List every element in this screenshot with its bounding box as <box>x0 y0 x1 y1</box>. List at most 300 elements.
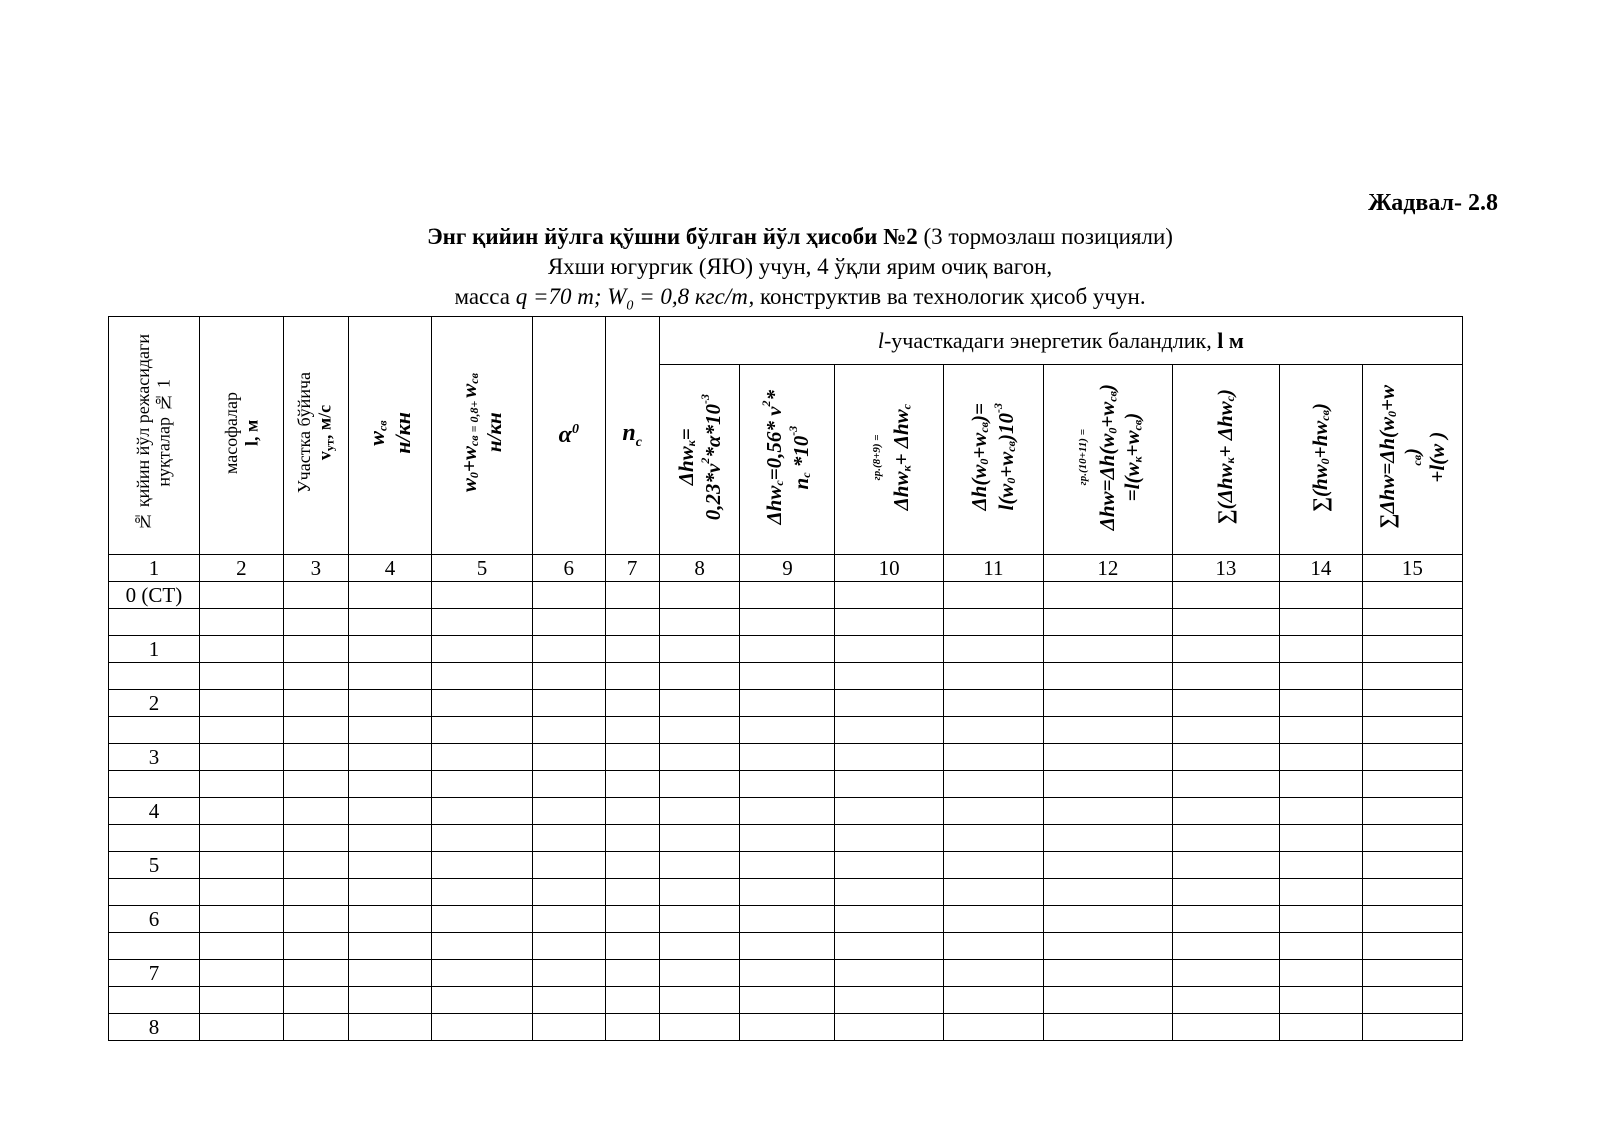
table-cell <box>431 879 532 906</box>
point-label-cell: 6 <box>109 906 200 933</box>
table-cell <box>1043 663 1172 690</box>
table-cell <box>835 879 943 906</box>
header-col-7: $n_c$ <box>605 317 659 555</box>
header-col-6: $\alpha^0$ <box>533 317 606 555</box>
table-cell <box>835 1014 943 1041</box>
table-cell <box>199 879 283 906</box>
table-cell <box>431 717 532 744</box>
point-label-cell: 7 <box>109 960 200 987</box>
point-label-cell <box>109 825 200 852</box>
table-cell <box>605 744 659 771</box>
table-cell <box>1362 1014 1462 1041</box>
table-cell <box>349 771 432 798</box>
table-cell <box>740 987 835 1014</box>
table-cell <box>659 825 740 852</box>
table-cell <box>533 906 606 933</box>
table-cell <box>431 852 532 879</box>
table-cell <box>943 663 1043 690</box>
table-cell <box>199 798 283 825</box>
table-cell <box>1362 960 1462 987</box>
column-number: 6 <box>533 555 606 582</box>
point-label-cell: 0 (СТ) <box>109 582 200 609</box>
table-cell <box>1043 690 1172 717</box>
table-cell <box>1279 609 1362 636</box>
table-cell <box>1043 582 1172 609</box>
table-cell <box>1279 1014 1362 1041</box>
table-cell <box>199 663 283 690</box>
table-cell <box>533 663 606 690</box>
table-cell <box>943 690 1043 717</box>
table-cell <box>740 690 835 717</box>
table-row <box>109 582 1463 609</box>
header-col-3: Участка бўйича $v_{ут}$, м/с <box>283 317 348 555</box>
table-cell <box>1043 933 1172 960</box>
table-cell <box>1362 852 1462 879</box>
table-cell <box>283 825 348 852</box>
table-cell <box>943 636 1043 663</box>
table-cell <box>835 960 943 987</box>
table-cell <box>1172 960 1279 987</box>
table-cell <box>605 960 659 987</box>
table-cell <box>605 717 659 744</box>
column-number: 9 <box>740 555 835 582</box>
table-cell <box>1279 906 1362 933</box>
table-cell <box>605 987 659 1014</box>
point-label-cell <box>109 771 200 798</box>
table-cell <box>943 825 1043 852</box>
table-cell <box>283 879 348 906</box>
table-cell <box>283 852 348 879</box>
table-cell <box>533 798 606 825</box>
table-cell <box>740 717 835 744</box>
column-number-row <box>109 555 1463 582</box>
table-row <box>109 906 1463 933</box>
table-cell <box>349 933 432 960</box>
table-cell <box>1362 744 1462 771</box>
table-cell <box>533 960 606 987</box>
table-cell <box>283 960 348 987</box>
table-cell <box>1043 879 1172 906</box>
header-col-10: гр.(8+9) = Δhw$_к$+ Δhw$_c$ <box>835 365 943 555</box>
table-cell <box>605 933 659 960</box>
table-cell <box>835 690 943 717</box>
table-cell <box>1043 609 1172 636</box>
table-cell <box>1172 609 1279 636</box>
point-label-cell <box>109 663 200 690</box>
table-cell <box>199 744 283 771</box>
table-cell <box>659 987 740 1014</box>
table-cell <box>835 906 943 933</box>
table-cell <box>431 825 532 852</box>
point-label-cell <box>109 717 200 744</box>
table-cell <box>659 906 740 933</box>
table-cell <box>659 771 740 798</box>
table-cell <box>740 825 835 852</box>
table-cell <box>835 582 943 609</box>
table-cell <box>659 690 740 717</box>
table-row <box>109 744 1463 771</box>
table-cell <box>740 609 835 636</box>
table-cell <box>1043 852 1172 879</box>
table-cell <box>1279 987 1362 1014</box>
table-cell <box>943 987 1043 1014</box>
table-cell <box>533 771 606 798</box>
column-number: 15 <box>1362 555 1462 582</box>
table-cell <box>740 582 835 609</box>
table-cell <box>1172 690 1279 717</box>
column-number: 12 <box>1043 555 1172 582</box>
table-row <box>109 771 1463 798</box>
table-cell <box>283 663 348 690</box>
table-cell <box>199 933 283 960</box>
table-cell <box>1043 636 1172 663</box>
table-cell <box>283 933 348 960</box>
table-cell <box>349 636 432 663</box>
table-cell <box>283 1014 348 1041</box>
point-label-cell <box>109 609 200 636</box>
table-cell <box>740 798 835 825</box>
table-cell <box>835 987 943 1014</box>
table-cell <box>605 663 659 690</box>
table-cell <box>1172 987 1279 1014</box>
header-col-8: Δhw$_к$= $0,23*v^2*\alpha*10^{-3}$ <box>659 365 740 555</box>
table-cell <box>605 582 659 609</box>
table-cell <box>835 744 943 771</box>
table-cell <box>1279 690 1362 717</box>
table-cell <box>1043 906 1172 933</box>
point-label-cell: 4 <box>109 798 200 825</box>
table-cell <box>835 852 943 879</box>
table-cell <box>1362 906 1462 933</box>
table-cell <box>533 609 606 636</box>
table-cell <box>740 933 835 960</box>
table-cell <box>1172 582 1279 609</box>
table-cell <box>533 636 606 663</box>
table-cell <box>943 798 1043 825</box>
point-label-cell <box>109 879 200 906</box>
point-label-cell: 1 <box>109 636 200 663</box>
table-cell <box>533 825 606 852</box>
table-cell <box>349 906 432 933</box>
table-cell <box>283 771 348 798</box>
table-cell <box>349 717 432 744</box>
table-cell <box>199 609 283 636</box>
table-cell <box>943 933 1043 960</box>
table-cell <box>533 879 606 906</box>
table-label: Жадвал- 2.8 <box>1368 190 1498 216</box>
title-rest: (3 тормозлаш позицияли) <box>917 224 1173 249</box>
column-number: 14 <box>1279 555 1362 582</box>
table-cell <box>605 636 659 663</box>
column-number: 1 <box>109 555 200 582</box>
column-number: 4 <box>349 555 432 582</box>
table-cell <box>431 663 532 690</box>
table-row <box>109 879 1463 906</box>
table-cell <box>1362 690 1462 717</box>
table-row <box>109 960 1463 987</box>
table-cell <box>431 798 532 825</box>
table-cell <box>431 690 532 717</box>
table-cell <box>1043 1014 1172 1041</box>
table-cell <box>1362 771 1462 798</box>
table-cell <box>1043 987 1172 1014</box>
table-cell <box>1279 933 1362 960</box>
column-number: 2 <box>199 555 283 582</box>
table-cell <box>1043 717 1172 744</box>
table-cell <box>431 744 532 771</box>
table-cell <box>659 663 740 690</box>
table-row <box>109 825 1463 852</box>
table-body <box>109 582 1463 1041</box>
table-cell <box>740 744 835 771</box>
table-cell <box>835 771 943 798</box>
table-cell <box>1172 717 1279 744</box>
header-col-1: № қийин йўл режасидаги нуқталар № 1 <box>109 317 200 555</box>
table-cell <box>943 960 1043 987</box>
header-col-11: $\Delta h(w_0+w_{св})=$ $l(w_0+w_{св})10^{-3}$ <box>943 365 1043 555</box>
table-row <box>109 717 1463 744</box>
table-cell <box>283 690 348 717</box>
table-cell <box>659 1014 740 1041</box>
table-cell <box>835 798 943 825</box>
table-cell <box>1172 1014 1279 1041</box>
table-cell <box>1043 771 1172 798</box>
table-cell <box>533 852 606 879</box>
table-row <box>109 690 1463 717</box>
table-cell <box>283 609 348 636</box>
table-cell <box>199 717 283 744</box>
column-number: 10 <box>835 555 943 582</box>
table-cell <box>740 636 835 663</box>
table-cell <box>199 636 283 663</box>
table-cell <box>431 636 532 663</box>
header-col-14: $\sum(hw_0+hw_{св})$ <box>1279 365 1362 555</box>
table-cell <box>605 852 659 879</box>
table-cell <box>1043 960 1172 987</box>
table-cell <box>1279 717 1362 744</box>
table-cell <box>943 852 1043 879</box>
table-cell <box>1362 636 1462 663</box>
table-cell <box>1043 744 1172 771</box>
table-cell <box>943 744 1043 771</box>
column-number: 3 <box>283 555 348 582</box>
table-cell <box>349 879 432 906</box>
table-cell <box>740 906 835 933</box>
table-cell <box>283 744 348 771</box>
table-cell <box>1362 825 1462 852</box>
header-col-15: $\sum\Delta hw=\Delta h(w_0+w$ $_{св}$) +l(w ) <box>1362 365 1462 555</box>
table-cell <box>349 852 432 879</box>
table-cell <box>1172 825 1279 852</box>
point-label-cell: 3 <box>109 744 200 771</box>
table-cell <box>533 690 606 717</box>
table-cell <box>1172 852 1279 879</box>
table-row <box>109 933 1463 960</box>
table-cell <box>740 663 835 690</box>
table-cell <box>943 1014 1043 1041</box>
title-block <box>0 222 1600 322</box>
table-cell <box>533 987 606 1014</box>
table-cell <box>835 636 943 663</box>
table-cell <box>659 798 740 825</box>
table-cell <box>1362 717 1462 744</box>
table-cell <box>431 906 532 933</box>
table-cell <box>199 852 283 879</box>
table-cell <box>835 933 943 960</box>
table-cell <box>349 798 432 825</box>
table-row <box>109 636 1463 663</box>
table-cell <box>533 582 606 609</box>
table-cell <box>199 987 283 1014</box>
table-cell <box>1279 960 1362 987</box>
table-cell <box>835 717 943 744</box>
table-cell <box>349 663 432 690</box>
point-label-cell: 8 <box>109 1014 200 1041</box>
point-label-cell: 5 <box>109 852 200 879</box>
table-cell <box>943 771 1043 798</box>
point-label-cell <box>109 933 200 960</box>
table-cell <box>1362 663 1462 690</box>
column-number: 13 <box>1172 555 1279 582</box>
table-cell <box>199 690 283 717</box>
table-row <box>109 987 1463 1014</box>
table-cell <box>431 771 532 798</box>
table-cell <box>431 582 532 609</box>
table-cell <box>1172 906 1279 933</box>
table-cell <box>283 582 348 609</box>
table-cell <box>943 717 1043 744</box>
calculation-table <box>108 316 1463 1041</box>
table-cell <box>1172 663 1279 690</box>
table-cell <box>1279 582 1362 609</box>
table-cell <box>199 1014 283 1041</box>
table-cell <box>199 825 283 852</box>
table-cell <box>431 987 532 1014</box>
table-cell <box>605 1014 659 1041</box>
column-number: 8 <box>659 555 740 582</box>
header-col-13: ∑(Δhw$_к$+ Δhw$_c$) <box>1172 365 1279 555</box>
table-cell <box>349 987 432 1014</box>
header-col-12: гр.(10+11) = $\Delta hw=\Delta h(w_0+w_{св})$ $=l(w_к+w_{св})$ <box>1043 365 1172 555</box>
table-cell <box>1172 933 1279 960</box>
table-cell <box>283 636 348 663</box>
table-cell <box>1172 744 1279 771</box>
header-col-2: масофалар l, м <box>199 317 283 555</box>
table-cell <box>533 933 606 960</box>
table-cell <box>431 609 532 636</box>
table-cell <box>740 879 835 906</box>
table-cell <box>835 663 943 690</box>
table-cell <box>1043 798 1172 825</box>
point-label-cell: 2 <box>109 690 200 717</box>
table-cell <box>659 933 740 960</box>
table-cell <box>349 960 432 987</box>
table-cell <box>1362 609 1462 636</box>
table-cell <box>431 1014 532 1041</box>
table-cell <box>1172 879 1279 906</box>
table-cell <box>1279 663 1362 690</box>
table-cell <box>1279 852 1362 879</box>
table-cell <box>349 825 432 852</box>
table-cell <box>605 906 659 933</box>
table-cell <box>283 717 348 744</box>
point-label-cell <box>109 987 200 1014</box>
table-cell <box>605 798 659 825</box>
table-cell <box>943 906 1043 933</box>
table-cell <box>740 852 835 879</box>
title-line-2: Яхши югургик (ЯЮ) учун, 4 ўқли ярим очиқ вагон, <box>547 254 1053 279</box>
table-cell <box>349 582 432 609</box>
title-line-1 <box>0 222 1600 252</box>
table-cell <box>1172 636 1279 663</box>
table-cell <box>1279 771 1362 798</box>
table-row <box>109 798 1463 825</box>
table-row <box>109 1014 1463 1041</box>
header-col-9: Δhw$_c$=0,56* $v^2*$ $n_c$ $*10^{-3}$ <box>740 365 835 555</box>
table-cell <box>659 879 740 906</box>
table-cell <box>659 960 740 987</box>
table-cell <box>283 987 348 1014</box>
table-cell <box>605 771 659 798</box>
header-col-4: $w_{св}$ н/кн <box>349 317 432 555</box>
column-number: 5 <box>431 555 532 582</box>
table-cell <box>943 609 1043 636</box>
table-cell <box>1362 987 1462 1014</box>
table-cell <box>740 960 835 987</box>
table-cell <box>349 1014 432 1041</box>
table-cell <box>533 744 606 771</box>
table-cell <box>740 1014 835 1041</box>
table-cell <box>1279 825 1362 852</box>
table-cell <box>431 933 532 960</box>
table-cell <box>605 825 659 852</box>
table-cell <box>835 609 943 636</box>
table-cell <box>1043 825 1172 852</box>
table-cell <box>1362 933 1462 960</box>
table-cell <box>1279 879 1362 906</box>
table-cell <box>740 771 835 798</box>
table-cell <box>199 906 283 933</box>
table-cell <box>349 609 432 636</box>
group-header: l-участкадаги энергетик баландлик, l м <box>659 317 1462 365</box>
table-cell <box>1362 798 1462 825</box>
table-cell <box>835 825 943 852</box>
table-cell <box>533 717 606 744</box>
table-cell <box>943 879 1043 906</box>
table-cell <box>431 960 532 987</box>
column-number: 7 <box>605 555 659 582</box>
table-cell <box>659 636 740 663</box>
table-cell <box>659 717 740 744</box>
table-cell <box>349 690 432 717</box>
title-line-3: масса q =70 т; $W_0 = 0,8$ кгс/т, конструктив ва технологик ҳисоб учун. <box>454 284 1146 314</box>
column-number: 11 <box>943 555 1043 582</box>
table-cell <box>199 771 283 798</box>
table-cell <box>1279 636 1362 663</box>
table-cell <box>605 690 659 717</box>
table-cell <box>605 879 659 906</box>
header-col-5: $w_0+w_{св = 0,8+}$ $w_{св}$ н/кн <box>431 317 532 555</box>
table-cell <box>283 906 348 933</box>
table-cell <box>1362 879 1462 906</box>
title-bold: Энг қийин йўлга қўшни бўлган йўл ҳисоби №2 <box>427 224 918 249</box>
table-cell <box>1172 771 1279 798</box>
table-cell <box>349 744 432 771</box>
table-cell <box>659 582 740 609</box>
table-cell <box>199 960 283 987</box>
table-cell <box>1362 582 1462 609</box>
table-cell <box>1279 744 1362 771</box>
